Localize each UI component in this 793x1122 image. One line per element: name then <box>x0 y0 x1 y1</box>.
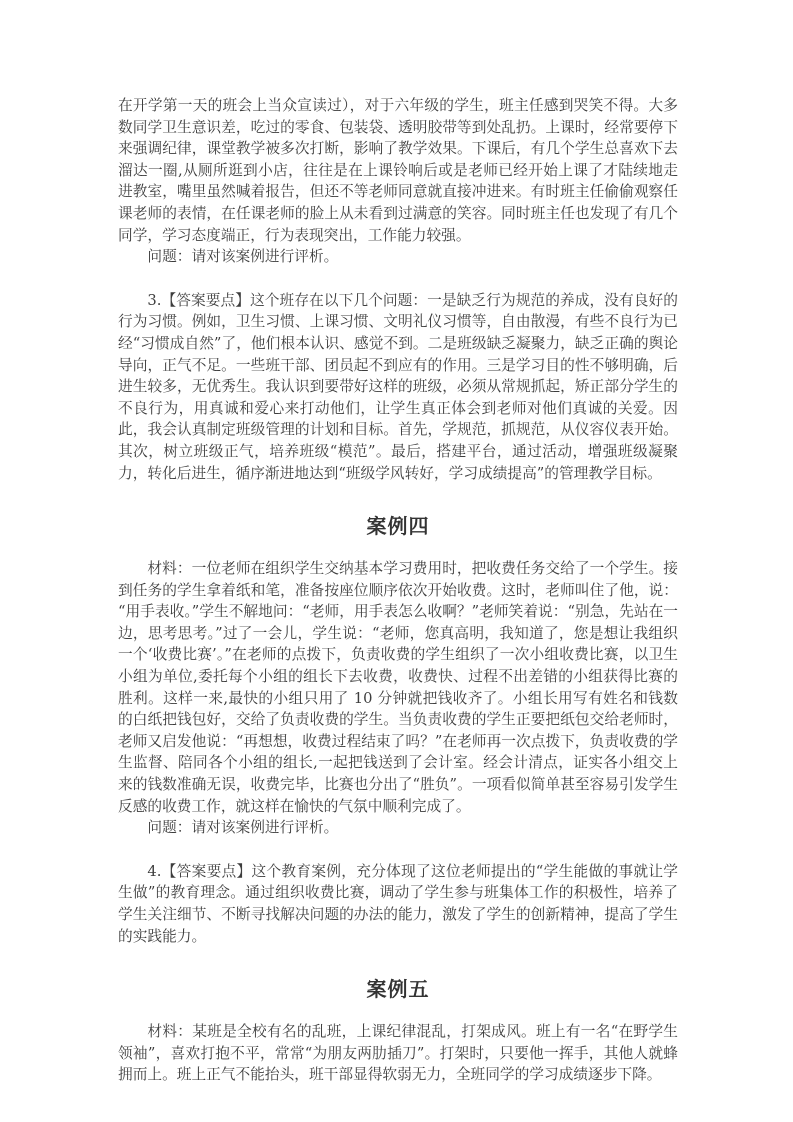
case4-material-paragraph: 材料：一位老师在组织学生交纳基本学习费用时，把收费任务交给了一个学生。接到任务的学生拿着纸和笔，准备按座位顺序依次开始收费。这时，老师叫住了他，说：“用手表收。”学生不解地问：“老师，用手表怎么收啊？”老师笑着说：“别急，先站在一边，思考思考。”过了一会儿，学生说：“老师，您真高明，我知道了，您是想让我组织一个‘收费比赛’。”在老师的点拨下，负责收费的学生组织了一次小组收费比赛，以卫生小组为单位,委托每个小组的组长下去收费，收费快、过程不出差错的小组获得比赛的胜利。这样一来,最快的小组只用了 10 分钟就把钱收齐了。小组长用写有姓名和钱数的白纸把钱包好，交给了负责收费的学生。当负责收费的学生正要把纸包交给老师时，老师又启发他说：“再想想，收费过程结束了吗？”在老师再一次点拨下，负责收费的学生监督、陪同各个小组的组长,一起把钱送到了会计室。经会计清点，证实各小组交上来的钱数准确无误，收费完毕，比赛也分出了“胜负”。一项看似简单甚至容易引发学生反感的收费工作，就这样在愉快的气氛中顺利完成了。 <box>118 560 678 815</box>
case5-heading: 案例五 <box>366 977 430 1002</box>
case4-question-line: 问题：请对该案例进行评析。 <box>147 819 339 837</box>
case3-material-continuation-paragraph: 在开学第一天的班会上当众宣读过），对于六年级的学生，班主任感到哭笑不得。大多数同学卫生意识差，吃过的零食、包装袋、透明胶带等到处乱扔。上课时，经常要停下来强调纪律，课堂教学被多次打断，影响了教学效果。下课后，有几个学生总喜欢下去溜达一圈,从厕所逛到小店，往往是在上课铃响后或是老师已经开始上课了才陆续地走进教室，嘴里虽然喊着报告，但还不等老师同意就直接冲进来。有时班主任偷偷观察任课老师的表情，在任课老师的脸上从未看到过满意的笑容。同时班主任也发现了有几个同学，学习态度端正，行为表现突出，工作能力较强。 <box>118 97 678 244</box>
case5-material-paragraph: 材料：某班是全校有名的乱班，上课纪律混乱，打架成风。班上有一名“在野学生领袖”，喜欢打抱不平，常常“为朋友两肋插刀”。打架时，只要他一挥手，其他人就蜂拥而上。班上正气不能抬头，班干部显得软弱无力，全班同学的学习成绩逐步下降。 <box>118 1023 678 1084</box>
case4-heading: 案例四 <box>366 514 430 539</box>
case4-answer-paragraph: 4.【答案要点】这个教育案例，充分体现了这位老师提出的“学生能做的事就让学生做”的教育理念。通过组织收费比赛，调动了学生参与班集体工作的积极性，培养了学生关注细节、不断寻找解决问题的办法的能力，激发了学生的创新精神，提高了学生的实践能力。 <box>118 862 678 945</box>
case3-question-line: 问题：请对该案例进行评析。 <box>147 248 339 266</box>
case3-answer-paragraph: 3.【答案要点】这个班存在以下几个问题：一是缺乏行为规范的养成，没有良好的行为习惯。例如，卫生习惯、上课习惯、文明礼仪习惯等，自由散漫，有些不良行为已经“习惯成自然”了，他们根本认识、感觉不到。二是班级缺乏凝聚力，缺乏正确的舆论导向，正气不足。一些班干部、团员起不到应有的作用。三是学习目的性不够明确，后进生较多，无优秀生。我认识到要带好这样的班级，必须从常规抓起，矫正部分学生的不良行为，用真诚和爱心来打动他们，让学生真正体会到老师对他们真诚的关爱。因此，我会认真制定班级管理的计划和目标。首先，学规范，抓规范，从仪容仪表开始。其次，树立班级正气，培养班级“模范”。最后，搭建平台，通过活动，增强班级凝聚力，转化后进生，循序渐进地达到“班级学风转好，学习成绩提高”的管理教学目标。 <box>118 291 678 482</box>
